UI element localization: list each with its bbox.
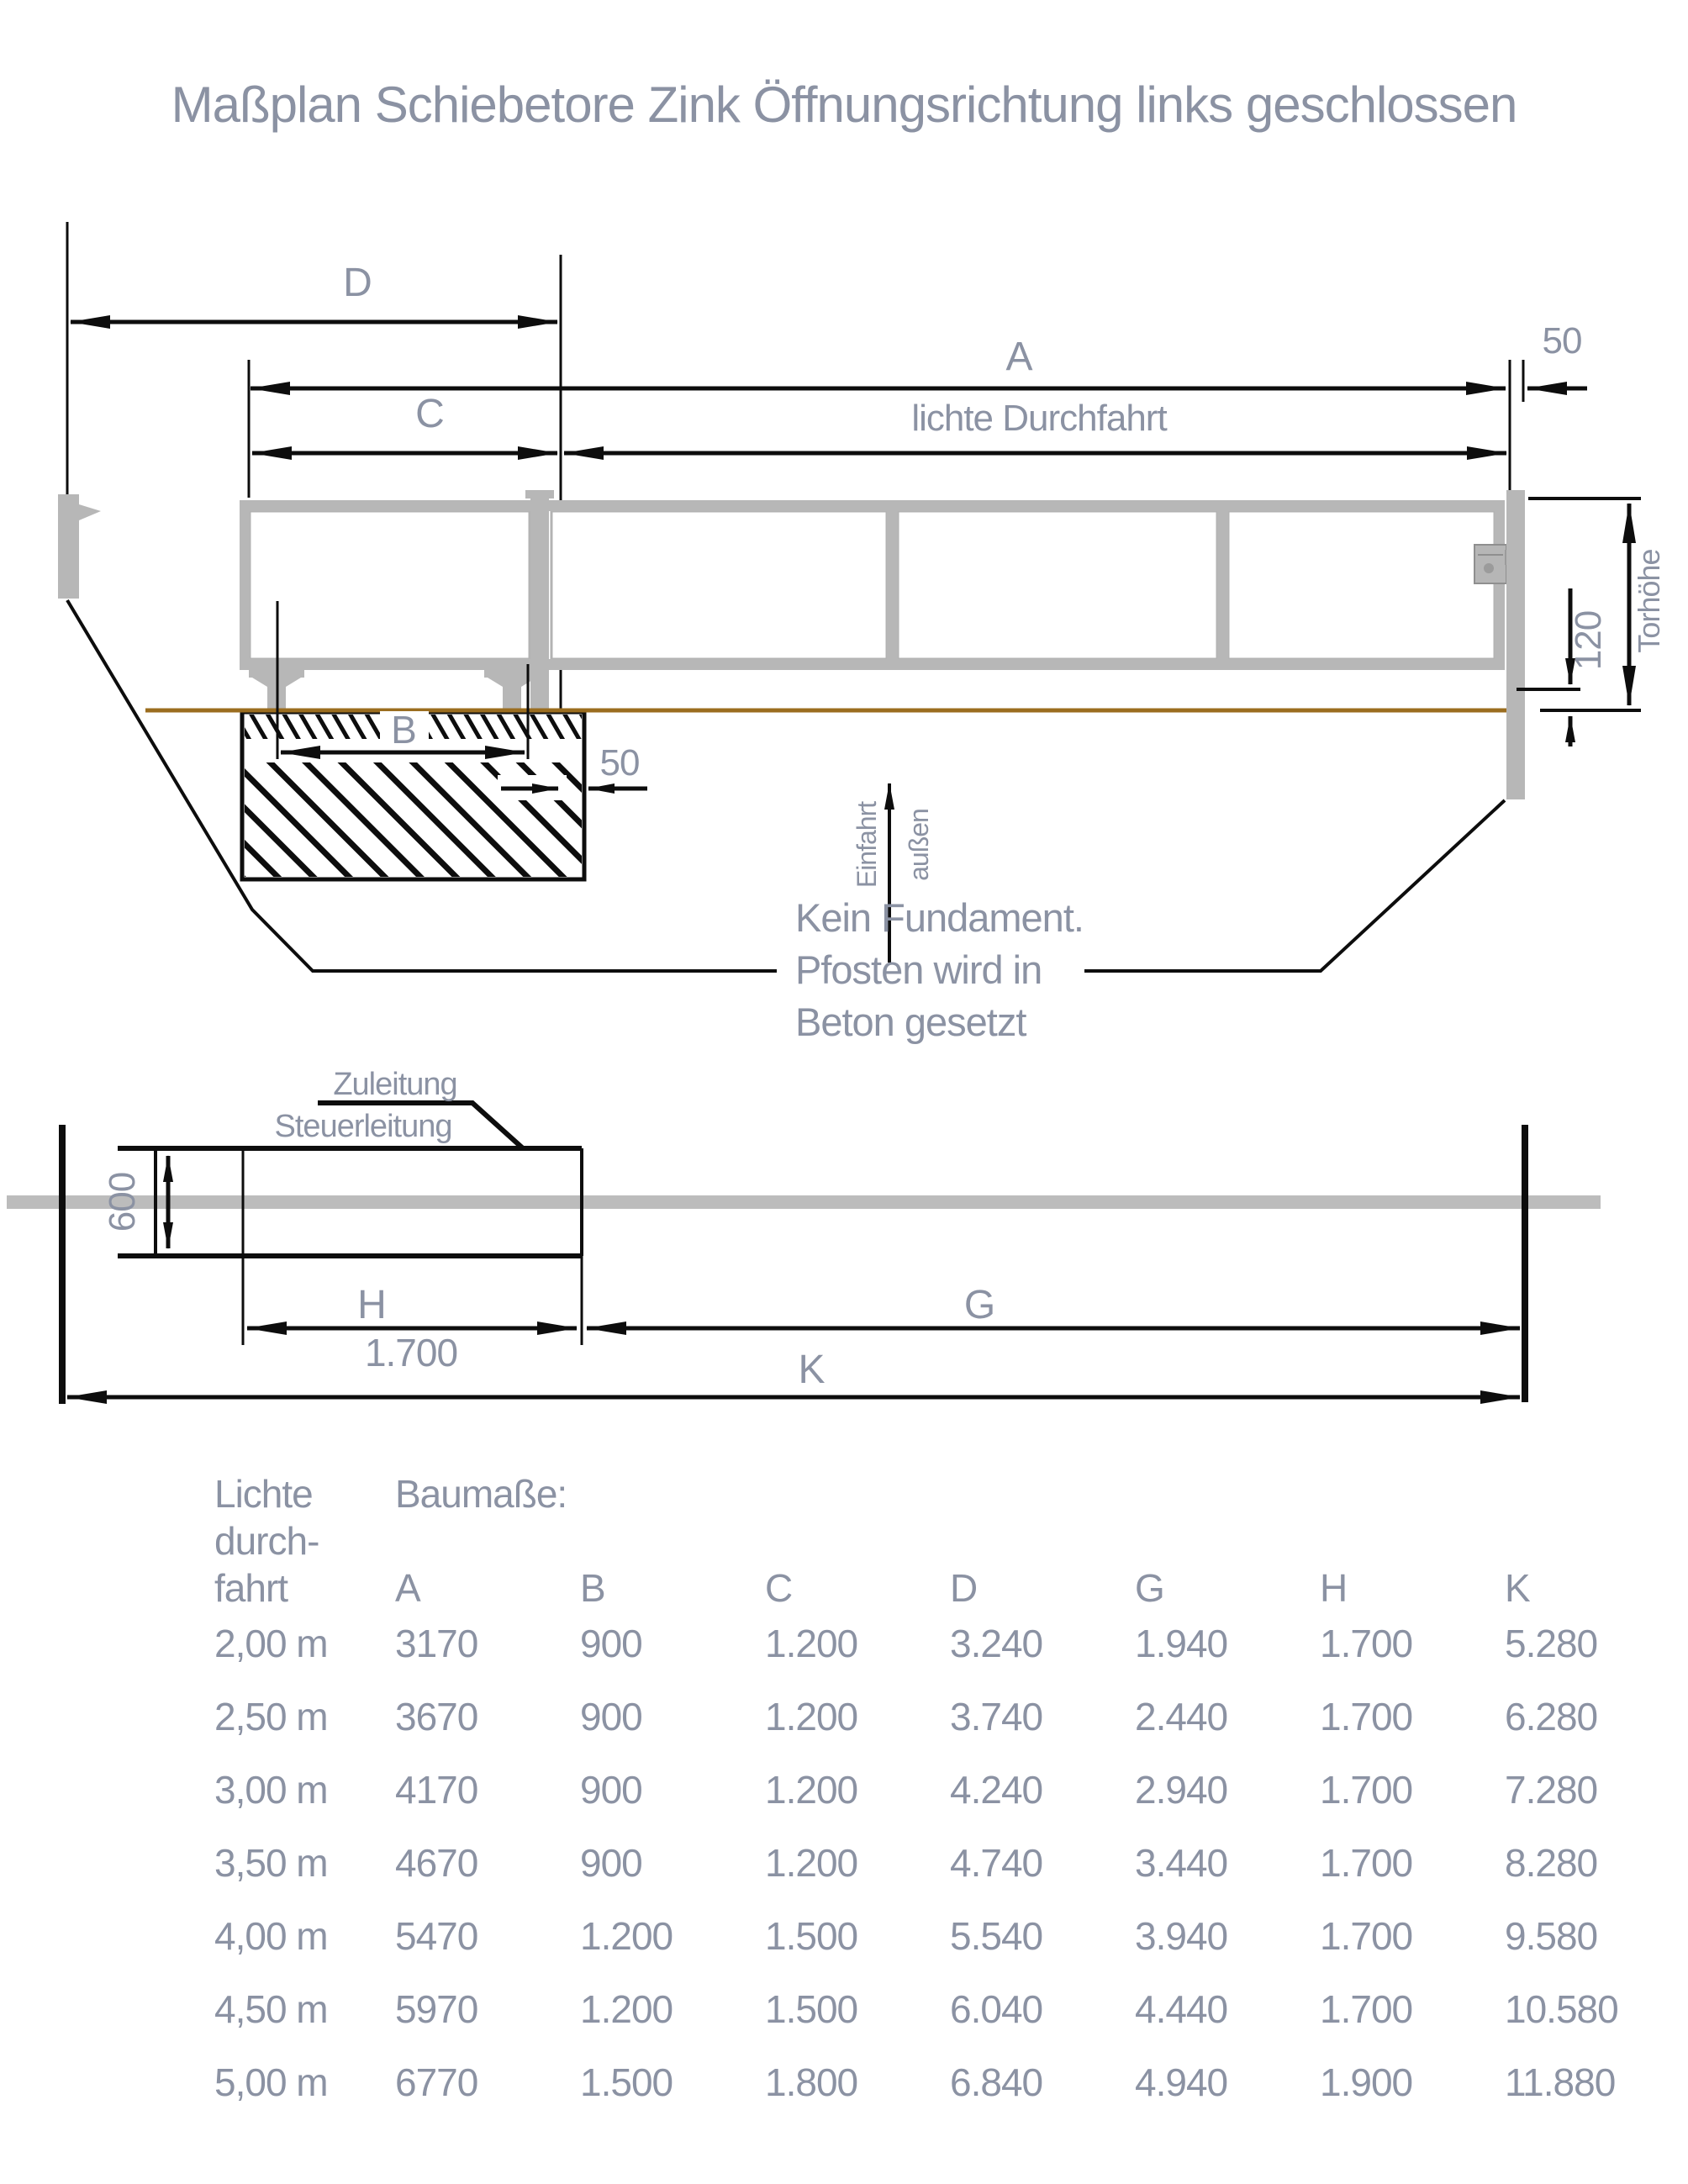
table-cell: 1.500 <box>765 1987 858 2031</box>
gate-panel-1 <box>551 511 887 659</box>
gate-panel-3 <box>1228 511 1495 659</box>
table-cell: 1.700 <box>1320 1695 1413 1738</box>
table-cell: 7.280 <box>1505 1768 1598 1812</box>
table-cell: 5,00 m <box>214 2060 328 2104</box>
table-cell: 900 <box>580 1695 642 1738</box>
foundation-offset-label: 50 <box>599 742 640 783</box>
table-col-letter-h: H <box>1320 1566 1348 1610</box>
table-col-letter-c: C <box>765 1566 793 1610</box>
table-cell: 1.700 <box>1320 1768 1413 1812</box>
dim-d-label: D <box>343 261 372 305</box>
table-cell: 4.740 <box>950 1841 1043 1885</box>
table-cell: 3.240 <box>950 1622 1043 1665</box>
table-cell: 1.500 <box>765 1914 858 1958</box>
control-line-label: Steuerleitung <box>274 1109 452 1144</box>
fence-track-bar <box>7 1195 1601 1209</box>
gate-mullion-1 <box>887 511 898 659</box>
entry-label-1: Einfahrt <box>852 801 882 889</box>
receiving-post <box>1506 490 1525 799</box>
sliding-gate <box>240 500 1516 713</box>
table-cell: 5470 <box>395 1914 478 1958</box>
foundation-width-label: 600 <box>102 1172 143 1232</box>
table-row-header-1: Lichte <box>214 1472 313 1516</box>
table-cell: 1.500 <box>580 2060 673 2104</box>
table-col-letter-a: A <box>395 1566 420 1610</box>
gate-mullion-2 <box>1217 511 1228 659</box>
gate-right-stile <box>1495 500 1505 670</box>
table-cell: 9.580 <box>1505 1914 1598 1958</box>
table-cell: 8.280 <box>1505 1841 1598 1885</box>
table-cell: 3,50 m <box>214 1841 328 1885</box>
table-cell: 1.700 <box>1320 1987 1413 2031</box>
note-line-2: Pfosten wird in <box>795 947 1042 992</box>
dim-c-label: C <box>415 392 444 436</box>
table-cell: 900 <box>580 1768 642 1812</box>
h-value-label: 1.700 <box>364 1331 458 1374</box>
dim-b-label: B <box>391 708 416 752</box>
table-cell: 5.540 <box>950 1914 1043 1958</box>
table-cell: 2.440 <box>1135 1695 1228 1738</box>
table-cell: 6770 <box>395 2060 478 2104</box>
table-cell: 2,50 m <box>214 1695 328 1738</box>
dim-g-label: G <box>963 1283 995 1327</box>
table-cell: 3670 <box>395 1695 478 1738</box>
table-cell: 1.700 <box>1320 1622 1413 1665</box>
table-cell: 5970 <box>395 1987 478 2031</box>
table-cell: 1.200 <box>765 1768 858 1812</box>
table-cell: 4170 <box>395 1768 478 1812</box>
gate-bottom-rail <box>240 659 1505 670</box>
table-cell: 1.940 <box>1135 1622 1228 1665</box>
dim-h-label: H <box>357 1283 386 1327</box>
table-cell: 2.940 <box>1135 1768 1228 1812</box>
note-leader-right <box>1084 800 1505 971</box>
table-cell: 10.580 <box>1505 1987 1618 2031</box>
dim-a-label: A <box>1005 335 1032 379</box>
table-row-header-3: fahrt <box>214 1566 288 1610</box>
table-cell: 4.440 <box>1135 1987 1228 2031</box>
table-cell: 1.200 <box>580 1914 673 1958</box>
table-cell: 3170 <box>395 1622 478 1665</box>
table-cell: 1.200 <box>765 1695 858 1738</box>
post-width-label: 50 <box>1542 320 1582 361</box>
table-cell: 1.800 <box>765 2060 858 2104</box>
elevation-view <box>58 222 1666 1044</box>
table-cell: 1.200 <box>765 1622 858 1665</box>
table-cell: 4.940 <box>1135 2060 1228 2104</box>
table-row-header-2: durch- <box>214 1519 319 1563</box>
gate-left-stile <box>240 500 250 670</box>
table-cell: 1.700 <box>1320 1841 1413 1885</box>
dim-k-label: K <box>798 1348 825 1392</box>
plan-view <box>7 1067 1601 1404</box>
ground-clearance-label: 120 <box>1568 610 1609 671</box>
table-cell: 900 <box>580 1841 642 1885</box>
table-cell: 4670 <box>395 1841 478 1885</box>
note-line-3: Beton gesetzt <box>795 1000 1026 1044</box>
gate-height-label: Torhöhe <box>1632 549 1666 653</box>
catch-post <box>58 494 101 599</box>
table-cell: 4,00 m <box>214 1914 328 1958</box>
table-cell: 5.280 <box>1505 1622 1598 1665</box>
note-line-1: Kein Fundament. <box>795 895 1084 940</box>
table-col-letter-k: K <box>1505 1566 1530 1610</box>
table-cell: 3,00 m <box>214 1768 328 1812</box>
table-cell: 6.040 <box>950 1987 1043 2031</box>
table-cell: 3.940 <box>1135 1914 1228 1958</box>
table-cell: 2,00 m <box>214 1622 328 1665</box>
entry-label-2: außen <box>904 809 934 881</box>
table-cell: 3.740 <box>950 1695 1043 1738</box>
table-cell: 4.240 <box>950 1768 1043 1812</box>
clear-passage-label: lichte Durchfahrt <box>911 398 1167 439</box>
gate-top-rail <box>240 500 1505 511</box>
table-cell: 900 <box>580 1622 642 1665</box>
table-cell: 1.200 <box>765 1841 858 1885</box>
gate-tail-panel <box>250 511 530 659</box>
table-cell: 6.840 <box>950 2060 1043 2104</box>
table-build-dims-label: Baumaße: <box>395 1472 567 1516</box>
table-cell: 3.440 <box>1135 1841 1228 1885</box>
catch-post-bracket <box>79 504 101 520</box>
table-cell: 1.700 <box>1320 1914 1413 1958</box>
table-col-letter-d: D <box>950 1566 978 1610</box>
supply-line-label: Zuleitung <box>333 1067 457 1102</box>
table-cell: 11.880 <box>1505 2060 1616 2104</box>
table-cell: 6.280 <box>1505 1695 1598 1738</box>
table-col-letter-g: G <box>1135 1566 1164 1610</box>
page-title: Maßplan Schiebetore Zink Öffnungsrichtung links geschlossen <box>171 76 1517 133</box>
table-cell: 1.900 <box>1320 2060 1413 2104</box>
table-cell: 1.200 <box>580 1987 673 2031</box>
gate-panel-2 <box>898 511 1217 659</box>
table-col-letter-b: B <box>580 1566 605 1610</box>
table-cell: 4,50 m <box>214 1987 328 2031</box>
